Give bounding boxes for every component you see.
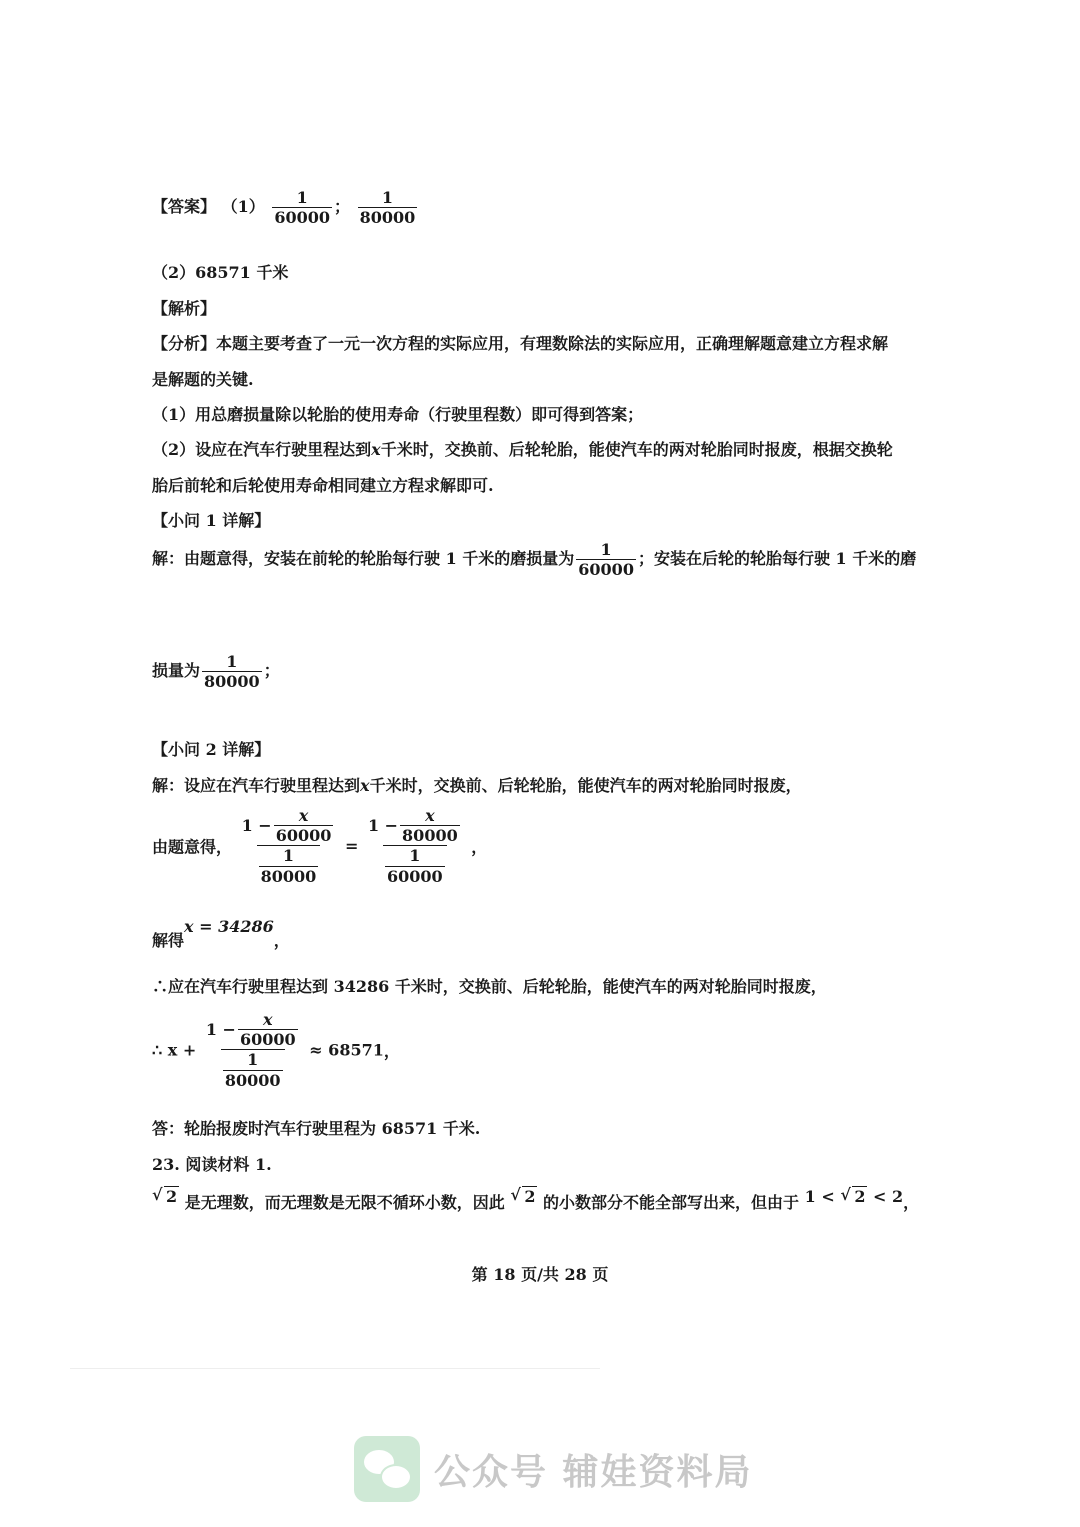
analysis-step-2: （2）设应在汽车行驶里程达到x千米时，交换前、后轮轮胎，能使汽车的两对轮胎同时报废，根据交换轮: [152, 440, 893, 459]
q23-line: √ 2 是无理数，而无理数是无限不循环小数，因此 √ 2 的小数部分不能全部写出来，但由于 1 < √ 2 < 2，: [152, 1190, 919, 1213]
solve-line: 解得x = 34286，: [152, 917, 290, 950]
analysis-heading: 【解析】: [152, 299, 217, 318]
answer-fraction-2: $\frac{1}{80000}$: [359, 188, 416, 228]
q2-heading: 【小问 2 详解】: [152, 740, 271, 759]
answer-part1: （1）: [221, 197, 265, 217]
answer-part2: （2）68571 千米: [152, 263, 289, 282]
q2-equation: 由题意得， 1 − $\frac{x}{60000}$ 1 80000 = 1 − $\frac{x}{80000}$ 1 60000 ，: [152, 806, 488, 886]
q1-fraction-1: $\frac{1}{60000}$: [578, 540, 634, 580]
analysis-line-2: 是解题的关键.: [152, 370, 254, 389]
watermark: [354, 1436, 753, 1502]
equation-left-fraction: 1 − $\frac{x}{60000}$ 1 80000: [241, 806, 332, 886]
answer-line: 【答案】 （1） $\frac{1}{60000}$ ； $\frac{1}{80000}$: [152, 188, 416, 228]
therefore-line: ∴应在汽车行驶里程达到 34286 千米时，交换前、后轮轮胎，能使汽车的两对轮胎同时报废，: [152, 977, 827, 996]
q1-line-1: 解：由题意得，安装在前轮的轮胎每行驶 1 千米的磨损量为 $\frac{1}{60000}$ ；安装在后轮的轮胎每行驶 1 千米的磨: [152, 540, 917, 580]
q1-fraction-2: $\frac{1}{80000}$: [204, 652, 260, 692]
watermark-text: 公众号 辅娃资料局: [434, 1451, 753, 1493]
analysis-line-1: 【分析】本题主要考查了一元一次方程的实际应用，有理数除法的实际应用，正确理解题意建立方程求解: [152, 334, 889, 353]
page-number: 第 18 页/共 28 页: [471, 1265, 609, 1284]
q1-heading: 【小问 1 详解】: [152, 511, 271, 530]
analysis-step-2-cont: 胎后前轮和后轮使用寿命相同建立方程求解即可.: [152, 476, 494, 495]
sqrt-2: √ 2: [510, 1187, 537, 1206]
q2-line-1: 解：设应在汽车行驶里程达到x千米时，交换前、后轮轮胎，能使汽车的两对轮胎同时报废，: [152, 776, 802, 795]
divider: [70, 1368, 600, 1369]
answer-fraction-1: $\frac{1}{60000}$: [274, 188, 330, 228]
q1-line-2: 损量为 $\frac{1}{80000}$ ；: [152, 652, 280, 692]
conclusion: 答：轮胎报废时汽车行驶里程为 68571 千米.: [152, 1119, 481, 1138]
wechat-icon: [354, 1436, 420, 1502]
analysis-step-1: （1）用总磨损量除以轮胎的使用寿命（行驶里程数）即可得到答案；: [152, 405, 644, 424]
equation-right-fraction: 1 − $\frac{x}{80000}$ 1 60000: [367, 806, 458, 886]
final-equation: ∴ x + 1 − $\frac{x}{60000}$ 1 80000 ≈ 68571，: [152, 1010, 400, 1090]
final-fraction: 1 − $\frac{x}{60000}$ 1 80000: [205, 1010, 296, 1090]
answer-label: 【答案】: [152, 197, 217, 217]
sqrt-2: √ 2: [152, 1187, 179, 1206]
q23-heading: 23. 阅读材料 1.: [152, 1155, 272, 1174]
sqrt-2: √ 2: [840, 1187, 867, 1206]
